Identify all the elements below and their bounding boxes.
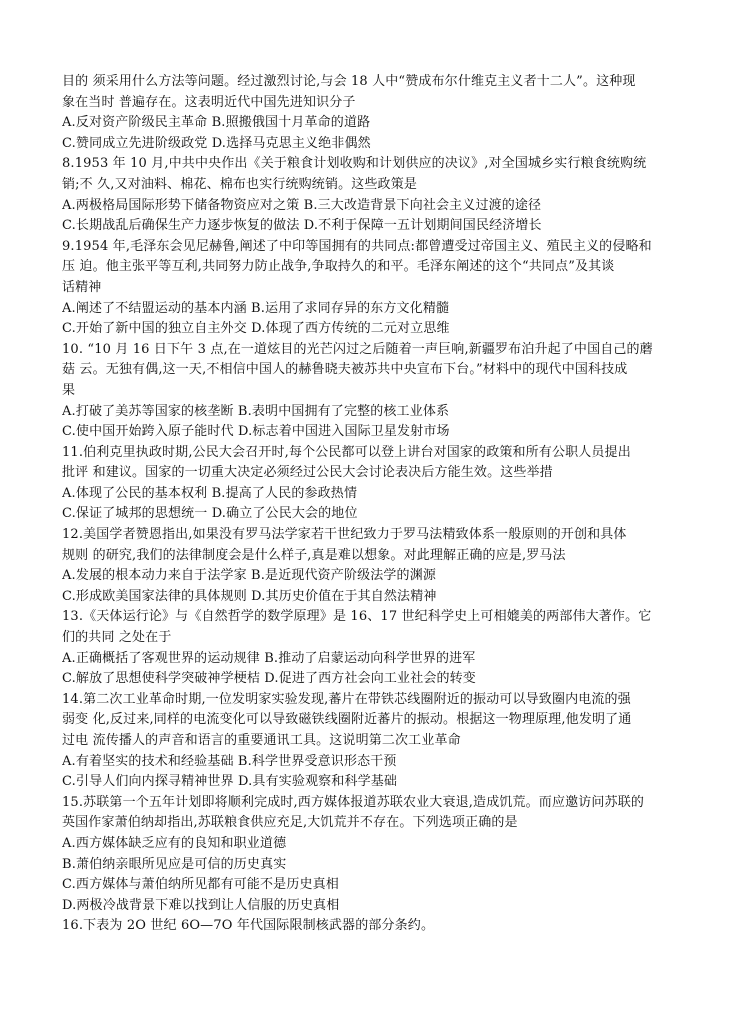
answer-option-line: D.两极冷战背景下难以找到让人信服的历史真相 (62, 897, 340, 913)
answer-option-line: C.形成欧美国家法律的具体规则 D.其历史价值在于其自然法精神 (62, 588, 437, 604)
text-line: 弱变 化,反过来,同样的电流变化可以导致磁铁线圈附近蕃片的振动。根据这一物理原理,他发明了通 (62, 712, 632, 728)
answer-option-line: A.有着坚实的技术和经验基础 B.科学世界受意识形态干预 (62, 753, 397, 769)
answer-option-line: C.赞同成立先进阶级政党 D.选择马克思主义绝非偶然 (62, 135, 371, 151)
question-13-stem: 13.《天体运行论》与《自然哲学的数学原理》是 16、17 世纪科学史上可相媲美的两部伟大著作。它 (62, 609, 652, 625)
text-line: 压 迫。他主张平等互利,共同努力防止战争,争取持久的和平。毛泽东阐述的这个“共同点”及其谈 (62, 259, 615, 275)
question-15-stem: 15.苏联第一个五年计划即将顺利完成时,西方媒体报道苏联农业大衰退,造成饥荒。而应邀访问苏联的 (62, 794, 644, 810)
answer-option-line: C.保证了城邦的思想统一 D.确立了公民大会的地位 (62, 506, 358, 522)
answer-option-line: A.体现了公民的基本权利 B.提高了人民的参政热情 (62, 485, 358, 501)
question-11-stem: 11.伯利克里执政时期,公民大会召开时,每个公民都可以登上讲台对国家的政策和所有公职人员提出 (62, 444, 631, 460)
answer-option-line: A.发展的根本动力来自于法学家 B.是近现代资产阶级法学的渊源 (62, 568, 436, 584)
answer-option-line: C.引导人们向内探寻精神世界 D.具有实验观察和科学基础 (62, 774, 398, 790)
answer-option-line: A.西方媒体缺乏应有的良知和职业道德 (62, 835, 287, 851)
answer-option-line: A.正确概括了客观世界的运动规律 B.推动了启蒙运动向科学世界的进军 (62, 650, 476, 666)
answer-option-line: C.开始了新中国的独立自主外交 D.体现了西方传统的二元对立思维 (62, 321, 450, 337)
text-line: 菇 云。无独有偶,这一天,不相信中国人的赫鲁晓夫被苏共中央宣布下台。”材料中的现代中国科技成 (62, 362, 628, 378)
text-line: 话精神 (62, 279, 102, 295)
text-line: 批评 和建议。国家的一切重大决定必须经过公民大会讨论表决后方能生效。这些举措 (62, 465, 553, 481)
answer-option-line: B.萧伯纳亲眼所见应是可信的历史真实 (62, 856, 287, 872)
text-line: 目的 须采用什么方法等问题。经过激烈讨论,与会 18 人中“赞成布尔什维克主义者十二人”。这种现 (62, 74, 636, 89)
answer-option-line: A.阐述了不结盟运动的基本内涵 B.运用了求同存异的东方文化精髓 (62, 300, 450, 316)
answer-option-line: C.长期战乱后确保生产力逐步恢复的做法 D.不利于保障一五计划期间国民经济增长 (62, 218, 542, 234)
text-line: 规则 的研究,我们的法律制度会是什么样子,真是难以想象。对此理解正确的应是,罗马法 (62, 547, 566, 563)
answer-option-line: A.反对资产阶级民主革命 B.照搬俄国十月革命的道路 (62, 115, 371, 131)
text-line: 果 (62, 382, 76, 398)
question-10-stem: 10. “10 月 16 日下午 3 点,在一道炫目的光芒闪过之后随着一声巨响,新疆罗布泊升起了中国自己的蘑 (62, 341, 653, 357)
question-9-stem: 9.1954 年,毛泽东会见尼赫鲁,阐述了中印等国拥有的共同点:都曾遭受过帝国主义、殖民主义的侵略和 (62, 238, 652, 254)
text-line: 销;不 久,又对油料、棉花、棉布也实行统购统销。这些政策是 (62, 176, 417, 192)
answer-option-line: A.两极格局国际形势下储备物资应对之策 B.三大改造背景下向社会主义过渡的途径 (62, 197, 542, 213)
question-16-stem: 16.下表为 2O 世纪 6O—7O 年代国际限制核武器的部分条约。 (62, 918, 435, 934)
question-8-stem: 8.1953 年 10 月,中共中央作出《关于粮食计划收购和计划供应的决议》,对全国城乡实行粮食统购统 (62, 156, 647, 172)
question-12-stem: 12.美国学者赞恩指出,如果没有罗马法学家若干世纪致力于罗马法精致体系一般原则的开创和具体 (62, 527, 627, 543)
exam-page (62, 72, 674, 937)
text-line: 们的共同 之处在于 (62, 630, 172, 646)
text-line: 过电 流传播人的声音和语言的重要通讯工具。这说明第二次工业革命 (62, 733, 461, 748)
answer-option-line: C.西方媒体与萧伯纳所见都有可能不是历史真相 (62, 877, 339, 893)
answer-option-line: C.解放了思想使科学突破神学梗桔 D.促进了西方社会向工业社会的转变 (62, 671, 476, 687)
text-line: 象在当时 普遍存在。这表明近代中国先进知识分子 (62, 94, 356, 110)
answer-option-line: A.打破了美苏等国家的核垄断 B.表明中国拥有了完整的核工业体系 (62, 403, 450, 419)
text-line: 英国作家萧伯纳却指出,苏联粮食供应充足,大饥荒并不存在。下列选项正确的是 (62, 815, 518, 831)
question-14-stem: 14.第二次工业革命时期,一位发明家实验发现,蕃片在带铁芯线圈附近的振动可以导致圈内电流的强 (62, 691, 631, 707)
answer-option-line: C.使中国开始跨入原子能时代 D.标志着中国进入国际卫星发射市场 (62, 424, 450, 440)
